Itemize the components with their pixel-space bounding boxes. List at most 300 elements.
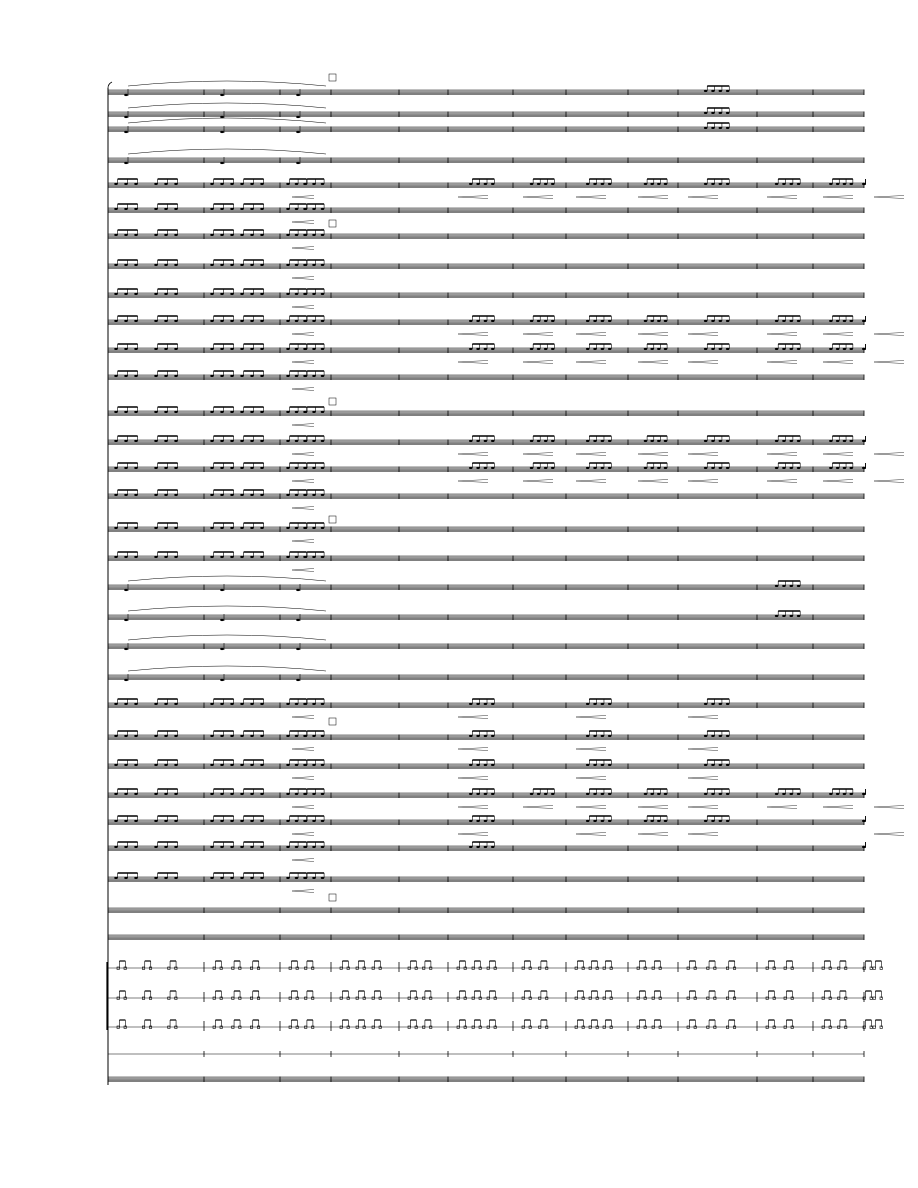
hairpin: [638, 333, 668, 336]
notehead: [286, 264, 290, 266]
notehead: [321, 846, 325, 848]
notehead: [230, 234, 234, 236]
notehead: [260, 411, 264, 413]
notehead: [220, 764, 224, 766]
hairpin: [638, 480, 668, 483]
hairpin: [292, 890, 314, 893]
notehead: [321, 440, 325, 442]
notehead: [719, 440, 723, 442]
notehead: [608, 764, 612, 766]
notehead: [476, 320, 480, 322]
notehead: [593, 764, 597, 766]
notehead: [726, 320, 730, 322]
notehead: [250, 440, 254, 442]
hairpin: [458, 806, 488, 809]
notehead: [154, 820, 158, 822]
notehead: [711, 735, 715, 737]
hairpin: [638, 833, 668, 836]
hairpin: [292, 388, 314, 391]
notehead: [664, 320, 668, 322]
notehead: [124, 735, 128, 737]
notehead: [789, 615, 793, 617]
notehead: [210, 375, 214, 377]
hairpin: [458, 480, 488, 483]
notehead: [829, 320, 833, 322]
notehead: [797, 348, 801, 350]
notehead: [240, 208, 244, 210]
hairpin: [767, 453, 797, 456]
notehead: [304, 735, 308, 737]
notehead: [250, 877, 254, 879]
notehead: [321, 293, 325, 295]
notehead: [484, 467, 488, 469]
notehead: [711, 90, 715, 92]
notehead: [154, 877, 158, 879]
notehead: [124, 846, 128, 848]
notehead: [321, 494, 325, 496]
notehead: [286, 494, 290, 496]
notehead: [593, 703, 597, 705]
notehead: [719, 127, 723, 129]
notehead: [250, 494, 254, 496]
notehead: [260, 293, 264, 295]
notehead: [726, 820, 730, 822]
notehead: [295, 735, 299, 737]
notehead: [295, 494, 299, 496]
notehead: [608, 440, 612, 442]
notehead: [134, 764, 138, 766]
notehead: [260, 877, 264, 879]
notehead: [124, 793, 128, 795]
notehead: [220, 619, 224, 621]
notehead: [650, 820, 654, 822]
notehead: [321, 264, 325, 266]
notehead: [124, 208, 128, 210]
hairpin: [576, 748, 606, 751]
notehead: [551, 348, 555, 350]
notehead: [286, 556, 290, 558]
notehead: [124, 527, 128, 529]
hairpin: [458, 777, 488, 780]
notehead: [154, 208, 158, 210]
rehearsal-mark: [329, 398, 336, 405]
notehead: [295, 764, 299, 766]
notehead: [240, 793, 244, 795]
notehead: [260, 820, 264, 822]
notehead: [260, 793, 264, 795]
notehead: [704, 735, 708, 737]
notehead: [174, 527, 178, 529]
notehead: [154, 494, 158, 496]
notehead: [124, 375, 128, 377]
notehead: [476, 467, 480, 469]
notehead: [124, 589, 128, 591]
notehead: [220, 679, 224, 681]
notehead: [321, 411, 325, 413]
notehead: [530, 467, 534, 469]
notehead: [312, 703, 316, 705]
notehead: [862, 183, 866, 185]
notehead: [312, 556, 316, 558]
hairpin: [292, 833, 314, 836]
notehead: [862, 440, 866, 442]
notehead: [240, 183, 244, 185]
notehead: [240, 234, 244, 236]
notehead: [593, 820, 597, 822]
notehead: [134, 234, 138, 236]
notehead: [240, 494, 244, 496]
notehead: [491, 467, 495, 469]
notehead: [537, 348, 541, 350]
notehead: [601, 764, 605, 766]
notehead: [286, 320, 290, 322]
notehead: [657, 793, 661, 795]
notehead: [304, 527, 308, 529]
hairpin: [576, 777, 606, 780]
notehead: [304, 264, 308, 266]
hairpin: [292, 221, 314, 224]
notehead: [862, 320, 866, 322]
notehead: [797, 793, 801, 795]
notehead: [664, 793, 668, 795]
notehead: [469, 467, 473, 469]
notehead: [797, 615, 801, 617]
hairpin: [292, 480, 314, 483]
hairpin: [292, 540, 314, 543]
notehead: [601, 348, 605, 350]
notehead: [312, 440, 316, 442]
notehead: [124, 679, 128, 681]
notehead: [286, 764, 290, 766]
notehead: [164, 293, 168, 295]
notehead: [608, 183, 612, 185]
notehead: [484, 320, 488, 322]
notehead: [286, 703, 290, 705]
notehead: [164, 411, 168, 413]
notehead: [210, 764, 214, 766]
notehead: [154, 527, 158, 529]
hairpin: [458, 333, 488, 336]
hairpin: [823, 333, 853, 336]
notehead: [608, 820, 612, 822]
notehead: [134, 735, 138, 737]
notehead: [491, 320, 495, 322]
notehead: [789, 183, 793, 185]
notehead: [704, 793, 708, 795]
slur: [128, 635, 326, 640]
notehead: [484, 764, 488, 766]
notehead: [295, 293, 299, 295]
notehead: [476, 846, 480, 848]
notehead: [250, 208, 254, 210]
notehead: [114, 348, 118, 350]
notehead: [726, 467, 730, 469]
notehead: [711, 440, 715, 442]
notehead: [220, 494, 224, 496]
notehead: [154, 264, 158, 266]
hairpin: [523, 480, 553, 483]
notehead: [789, 585, 793, 587]
notehead: [250, 764, 254, 766]
notehead: [304, 793, 308, 795]
rehearsal-mark: [329, 894, 336, 901]
notehead: [608, 348, 612, 350]
notehead: [250, 735, 254, 737]
notehead: [210, 440, 214, 442]
notehead: [124, 94, 128, 96]
notehead: [849, 320, 853, 322]
notehead: [154, 320, 158, 322]
hairpin: [292, 424, 314, 427]
notehead: [657, 467, 661, 469]
slur: [128, 81, 326, 86]
notehead: [476, 793, 480, 795]
notehead: [789, 793, 793, 795]
notehead: [321, 208, 325, 210]
notehead: [843, 348, 847, 350]
notehead: [164, 556, 168, 558]
notehead: [174, 764, 178, 766]
notehead: [220, 348, 224, 350]
notehead: [230, 348, 234, 350]
notehead: [608, 793, 612, 795]
notehead: [782, 585, 786, 587]
notehead: [719, 735, 723, 737]
notehead: [726, 793, 730, 795]
notehead: [124, 131, 128, 133]
notehead: [719, 820, 723, 822]
notehead: [782, 615, 786, 617]
notehead: [260, 467, 264, 469]
notehead: [220, 411, 224, 413]
notehead: [114, 375, 118, 377]
hairpin: [292, 247, 314, 250]
notehead: [134, 877, 138, 879]
notehead: [230, 527, 234, 529]
perc-note: [873, 1026, 875, 1028]
notehead: [134, 293, 138, 295]
notehead: [704, 183, 708, 185]
notehead: [544, 440, 548, 442]
hairpin: [874, 480, 904, 483]
notehead: [586, 183, 590, 185]
notehead: [312, 293, 316, 295]
hairpin: [638, 453, 668, 456]
notehead: [164, 764, 168, 766]
notehead: [114, 234, 118, 236]
notehead: [114, 440, 118, 442]
notehead: [174, 793, 178, 795]
notehead: [295, 320, 299, 322]
notehead: [551, 183, 555, 185]
hairpin: [874, 333, 904, 336]
notehead: [491, 183, 495, 185]
notehead: [286, 183, 290, 185]
notehead: [775, 348, 779, 350]
notehead: [312, 264, 316, 266]
notehead: [240, 820, 244, 822]
notehead: [586, 467, 590, 469]
notehead: [250, 183, 254, 185]
notehead: [726, 703, 730, 705]
hairpin: [292, 806, 314, 809]
notehead: [650, 793, 654, 795]
hairpin: [292, 716, 314, 719]
notehead: [836, 348, 840, 350]
notehead: [220, 735, 224, 737]
notehead: [240, 348, 244, 350]
notehead: [230, 467, 234, 469]
notehead: [544, 467, 548, 469]
notehead: [124, 556, 128, 558]
notehead: [664, 183, 668, 185]
hairpin: [688, 806, 718, 809]
notehead: [134, 411, 138, 413]
notehead: [174, 467, 178, 469]
notehead: [164, 440, 168, 442]
notehead: [704, 820, 708, 822]
hairpin: [523, 361, 553, 364]
notehead: [286, 208, 290, 210]
notehead: [296, 648, 300, 650]
notehead: [586, 735, 590, 737]
notehead: [230, 411, 234, 413]
hairpin: [292, 453, 314, 456]
notehead: [491, 348, 495, 350]
notehead: [312, 527, 316, 529]
hairpin: [523, 806, 553, 809]
notehead: [782, 793, 786, 795]
hairpin: [576, 361, 606, 364]
notehead: [312, 375, 316, 377]
notehead: [296, 679, 300, 681]
hairpin: [767, 480, 797, 483]
notehead: [601, 793, 605, 795]
notehead: [260, 208, 264, 210]
notehead: [114, 877, 118, 879]
slur: [128, 666, 326, 671]
notehead: [174, 440, 178, 442]
notehead: [164, 208, 168, 210]
notehead: [551, 440, 555, 442]
notehead: [544, 793, 548, 795]
notehead: [154, 735, 158, 737]
notehead: [484, 703, 488, 705]
notehead: [530, 793, 534, 795]
notehead: [114, 293, 118, 295]
notehead: [726, 764, 730, 766]
notehead: [295, 411, 299, 413]
notehead: [230, 208, 234, 210]
notehead: [295, 703, 299, 705]
notehead: [719, 793, 723, 795]
hairpin: [576, 716, 606, 719]
notehead: [174, 234, 178, 236]
notehead: [210, 293, 214, 295]
notehead: [134, 527, 138, 529]
notehead: [775, 440, 779, 442]
notehead: [220, 162, 224, 164]
notehead: [164, 703, 168, 705]
notehead: [843, 440, 847, 442]
perc-note: [873, 997, 875, 999]
notehead: [484, 440, 488, 442]
notehead: [836, 320, 840, 322]
notehead: [154, 467, 158, 469]
notehead: [210, 846, 214, 848]
hairpin: [874, 453, 904, 456]
notehead: [174, 348, 178, 350]
notehead: [286, 293, 290, 295]
notehead: [114, 735, 118, 737]
notehead: [321, 527, 325, 529]
notehead: [593, 440, 597, 442]
notehead: [304, 467, 308, 469]
slur: [128, 103, 326, 108]
notehead: [124, 619, 128, 621]
notehead: [312, 183, 316, 185]
notehead: [286, 846, 290, 848]
hairpin: [823, 361, 853, 364]
notehead: [220, 820, 224, 822]
notehead: [240, 735, 244, 737]
notehead: [321, 703, 325, 705]
notehead: [134, 264, 138, 266]
notehead: [551, 793, 555, 795]
notehead: [220, 234, 224, 236]
notehead: [829, 183, 833, 185]
notehead: [704, 440, 708, 442]
notehead: [782, 440, 786, 442]
notehead: [296, 589, 300, 591]
notehead: [789, 440, 793, 442]
notehead: [530, 440, 534, 442]
notehead: [469, 735, 473, 737]
notehead: [608, 735, 612, 737]
hairpin: [458, 196, 488, 199]
notehead: [250, 264, 254, 266]
notehead: [164, 877, 168, 879]
notehead: [174, 375, 178, 377]
notehead: [210, 208, 214, 210]
notehead: [469, 820, 473, 822]
notehead: [469, 764, 473, 766]
hairpin: [292, 333, 314, 336]
notehead: [154, 348, 158, 350]
notehead: [250, 527, 254, 529]
hairpin: [458, 361, 488, 364]
notehead: [312, 793, 316, 795]
notehead: [260, 234, 264, 236]
notehead: [484, 735, 488, 737]
notehead: [174, 877, 178, 879]
notehead: [210, 703, 214, 705]
notehead: [295, 556, 299, 558]
notehead: [174, 820, 178, 822]
hairpin: [767, 196, 797, 199]
notehead: [644, 440, 648, 442]
notehead: [250, 846, 254, 848]
notehead: [719, 703, 723, 705]
notehead: [608, 320, 612, 322]
notehead: [124, 348, 128, 350]
hairpin: [292, 361, 314, 364]
notehead: [250, 293, 254, 295]
notehead: [537, 793, 541, 795]
notehead: [484, 846, 488, 848]
notehead: [230, 183, 234, 185]
notehead: [797, 440, 801, 442]
